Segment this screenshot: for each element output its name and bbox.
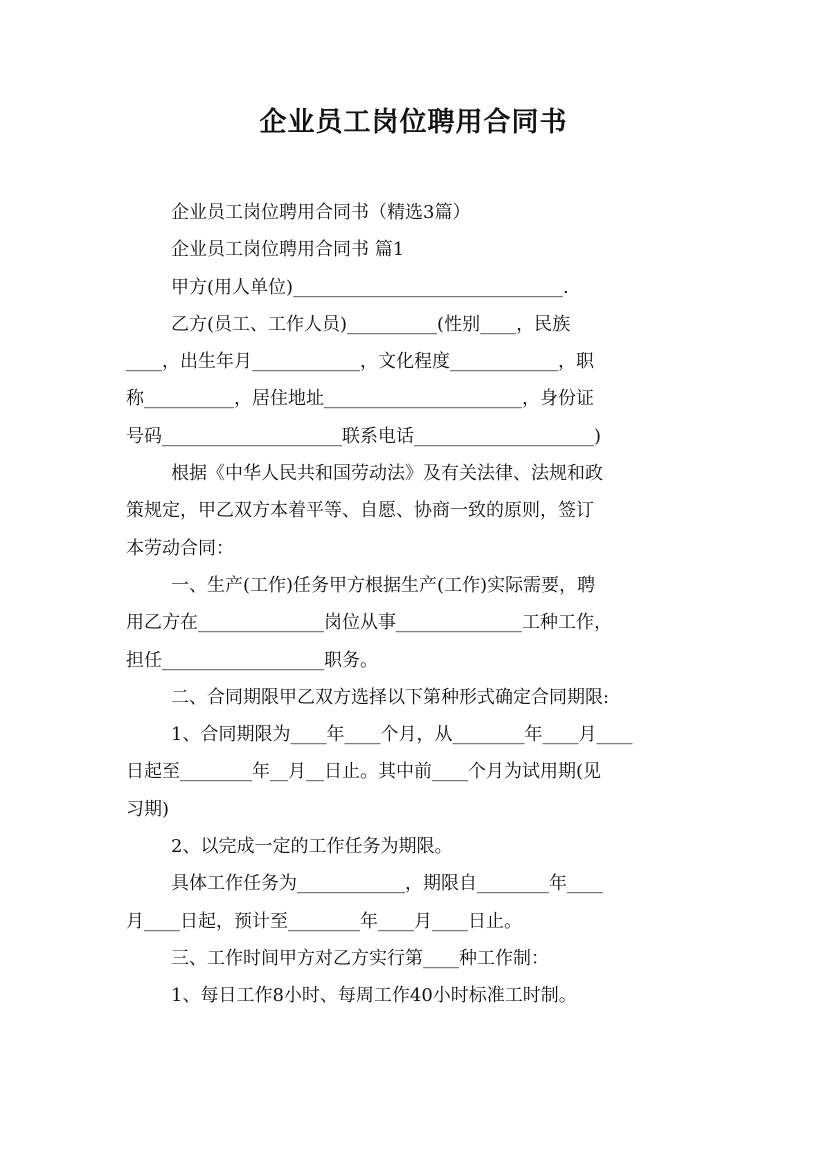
line-basis-cont-1: 策规定，甲乙双方本着平等、自愿、协商一致的原则，签订 [126,500,594,522]
line-basis: 根据《中华人民共和国劳动法》及有关法律、法规和政 [171,463,603,485]
line-clause-2: 二、合同期限甲乙双方选择以下第种形式确定合同期限: [171,686,610,708]
line-section-heading: 企业员工岗位聘用合同书 篇1 [171,239,405,261]
line-clause-1-cont-1: 用乙方在______________岗位从事______________工种工作， [126,612,612,634]
line-clause-1: 一、生产(工作)任务甲方根据生产(工作)实际需要，聘 [171,574,596,596]
line-task-period: 具体工作任务为____________，期限自________年____ [171,873,603,895]
line-party-b-cont-2: 称__________，居住地址______________________，身份证 [126,388,594,410]
line-party-b: 乙方(员工、工作人员)__________(性别____，民族 [171,313,571,335]
line-party-a: 甲方(用人单位)______________________________. [171,276,569,298]
line-clause-2-1-cont-1: 日起至________年__月__日止。其中前____个月为试用期(见 [126,761,602,783]
line-clause-2-1-cont-2: 习期) [126,798,170,820]
document-title: 企业员工岗位聘用合同书 [259,107,568,138]
line-subtitle: 企业员工岗位聘用合同书（精选3篇） [171,202,471,223]
document-body [126,194,706,1015]
line-basis-cont-2: 本劳动合同： [126,537,234,559]
line-clause-2-2: 2、以完成一定的工作任务为期限。 [171,836,453,858]
line-clause-3-1: 1、每日工作8小时、每周工作40小时标准工时制。 [171,985,577,1007]
line-clause-1-cont-2: 担任__________________职务。 [126,649,378,671]
line-party-b-cont-1: ____，出生年月____________，文化程度____________，职 [126,351,594,373]
line-party-b-cont-3: 号码____________________联系电话____________________) [126,425,602,447]
line-clause-3: 三、工作时间甲方对乙方实行第____种工作制： [171,947,549,969]
line-task-period-cont: 月____日起，预计至________年____月____日止。 [126,910,522,932]
line-clause-2-1: 1、合同期限为____年____个月，从________年____月____ [171,724,633,746]
